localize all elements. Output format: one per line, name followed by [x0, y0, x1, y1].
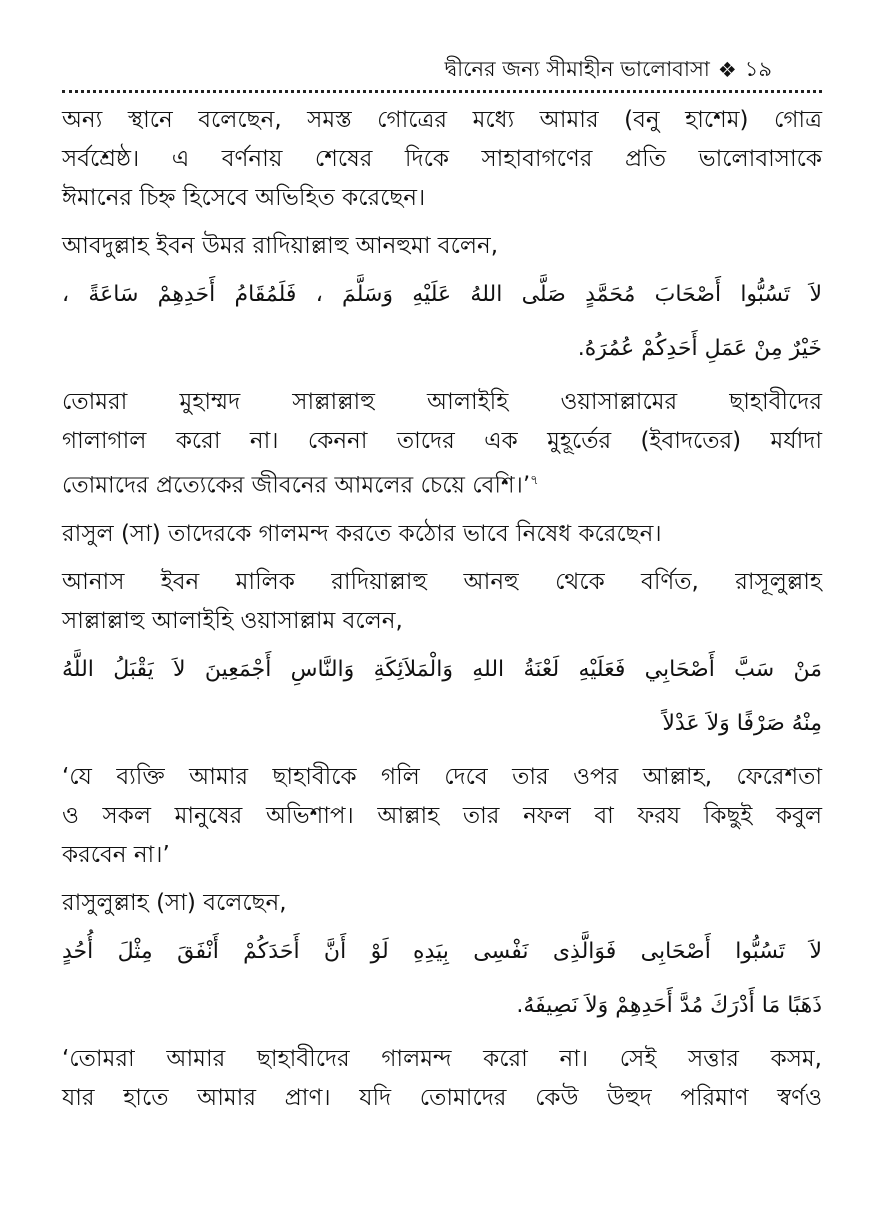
text-line	[62, 461, 822, 506]
paragraph-1	[62, 101, 822, 218]
header-divider	[62, 90, 822, 93]
paragraph-8	[62, 1040, 822, 1118]
paragraph-7	[62, 884, 822, 923]
ornament-icon: ❖	[717, 58, 737, 82]
paragraph-4	[62, 515, 822, 554]
running-header	[62, 50, 822, 90]
arabic-line: خَيْرٌ مِنْ عَمَلِ أَحَدِكُمْ عُمُرَهُ.	[577, 336, 822, 361]
text-line: রাসুল (সা) তাদেরকে গালমন্দ করতে কঠোর ভাবে নিষেধ করেছেন।	[62, 520, 662, 547]
text-line: ‘যে ব্যক্তি আমার ছাহাবীকে গলি দেবে তার ওপর আল্লাহ, ফেরেশতা	[62, 763, 822, 790]
paragraph-3	[62, 383, 822, 506]
text-line: আনাস ইবন মালিক রাদিয়াল্লাহু আনহু থেকে বর্ণিত, রাসূলুল্লাহ	[62, 568, 822, 595]
page-number: ১৯	[744, 56, 772, 81]
text-line: যার হাতে আমার প্রাণ। যদি তোমাদের কেউ উহুদ পরিমাণ স্বর্ণও	[62, 1084, 822, 1111]
text-line: সাল্লাল্লাহু আলাইহি ওয়াসাল্লাম বলেন,	[62, 607, 403, 634]
arabic-line: مِنْهُ صَرْفًا وَلاَ عَدْلاً	[662, 710, 822, 736]
text-line: অন্য স্থানে বলেছেন, সমস্ত গোত্রের মধ্যে আমার (বনু হাশেম) গোত্র	[62, 107, 822, 133]
arabic-quote-1	[62, 275, 822, 369]
arabic-line: لاَ تَسُبُّوا أَصْحَابَ مُحَمَّدٍ صَلَّى اللهُ عَلَيْهِ وَسَلَّمَ ، فَلَمُقَامُ أَحَدِهِمْ سَاعَةً ،	[62, 282, 822, 307]
arabic-quote-2	[62, 650, 822, 744]
arabic-line: مَنْ سَبَّ أَصْحَابِي فَعَلَيْهِ لَعْنَةُ اللهِ وَالْمَلاَئِكَةِ وَالنَّاسِ أَجْمَعِينَ لاَ يَقْبَلُ اللَّهُ	[62, 656, 822, 682]
text-line: করবেন না।’	[62, 841, 170, 868]
paragraph-5	[62, 563, 822, 641]
text-line: গালাগাল করো না। কেননা তাদের এক মুহূর্তের (ইবাদতের) মর্যাদা	[62, 428, 822, 454]
text-line: আবদুল্লাহ ইবন উমর রাদিয়াল্লাহু আনহুমা বলেন,	[62, 233, 499, 259]
arabic-line: لاَ تَسُبُّوا أَصْحَابِى فَوَالَّذِى نَفْسِى بِيَدِهِ لَوْ أَنَّ أَحَدَكُمْ أَنْفَقَ مِثْلَ أُحُدٍ	[62, 938, 822, 964]
text-line: ‘তোমরা আমার ছাহাবীদের গালমন্দ করো না। সেই সত্তার কসম,	[62, 1045, 822, 1072]
arabic-line: ذَهَبًا مَا أَدْرَكَ مُدَّ أَحَدِهِمْ وَلاَ نَصِيفَهُ.	[516, 992, 822, 1018]
arabic-quote-3	[62, 932, 822, 1026]
paragraph-6	[62, 758, 822, 875]
footnote-marker: ৭	[530, 473, 539, 488]
text-line: ও সকল মানুষের অভিশাপ। আল্লাহ তার নফল বা ফরয কিছুই কবুল	[62, 802, 822, 829]
book-page	[62, 50, 822, 1220]
text-line: রাসুলুল্লাহ (সা) বলেছেন,	[62, 889, 287, 916]
book-title: দ্বীনের জন্য সীমাহীন ভালোবাসা	[444, 56, 710, 81]
text-line: সর্বশ্রেষ্ঠ। এ বর্ণনায় শেষের দিকে সাহাবাগণের প্রতি ভালোবাসাকে	[62, 146, 822, 172]
paragraph-2	[62, 227, 822, 266]
text-line-content: তোমাদের প্রত্যেকের জীবনের আমলের চেয়ে বেশি।’	[62, 472, 531, 499]
text-line: তোমরা মুহাম্মদ সাল্লাল্লাহু আলাইহি ওয়াসাল্লামের ছাহাবীদের	[62, 389, 822, 415]
text-line: ঈমানের চিহ্ন হিসেবে অভিহিত করেছেন।	[62, 185, 426, 211]
